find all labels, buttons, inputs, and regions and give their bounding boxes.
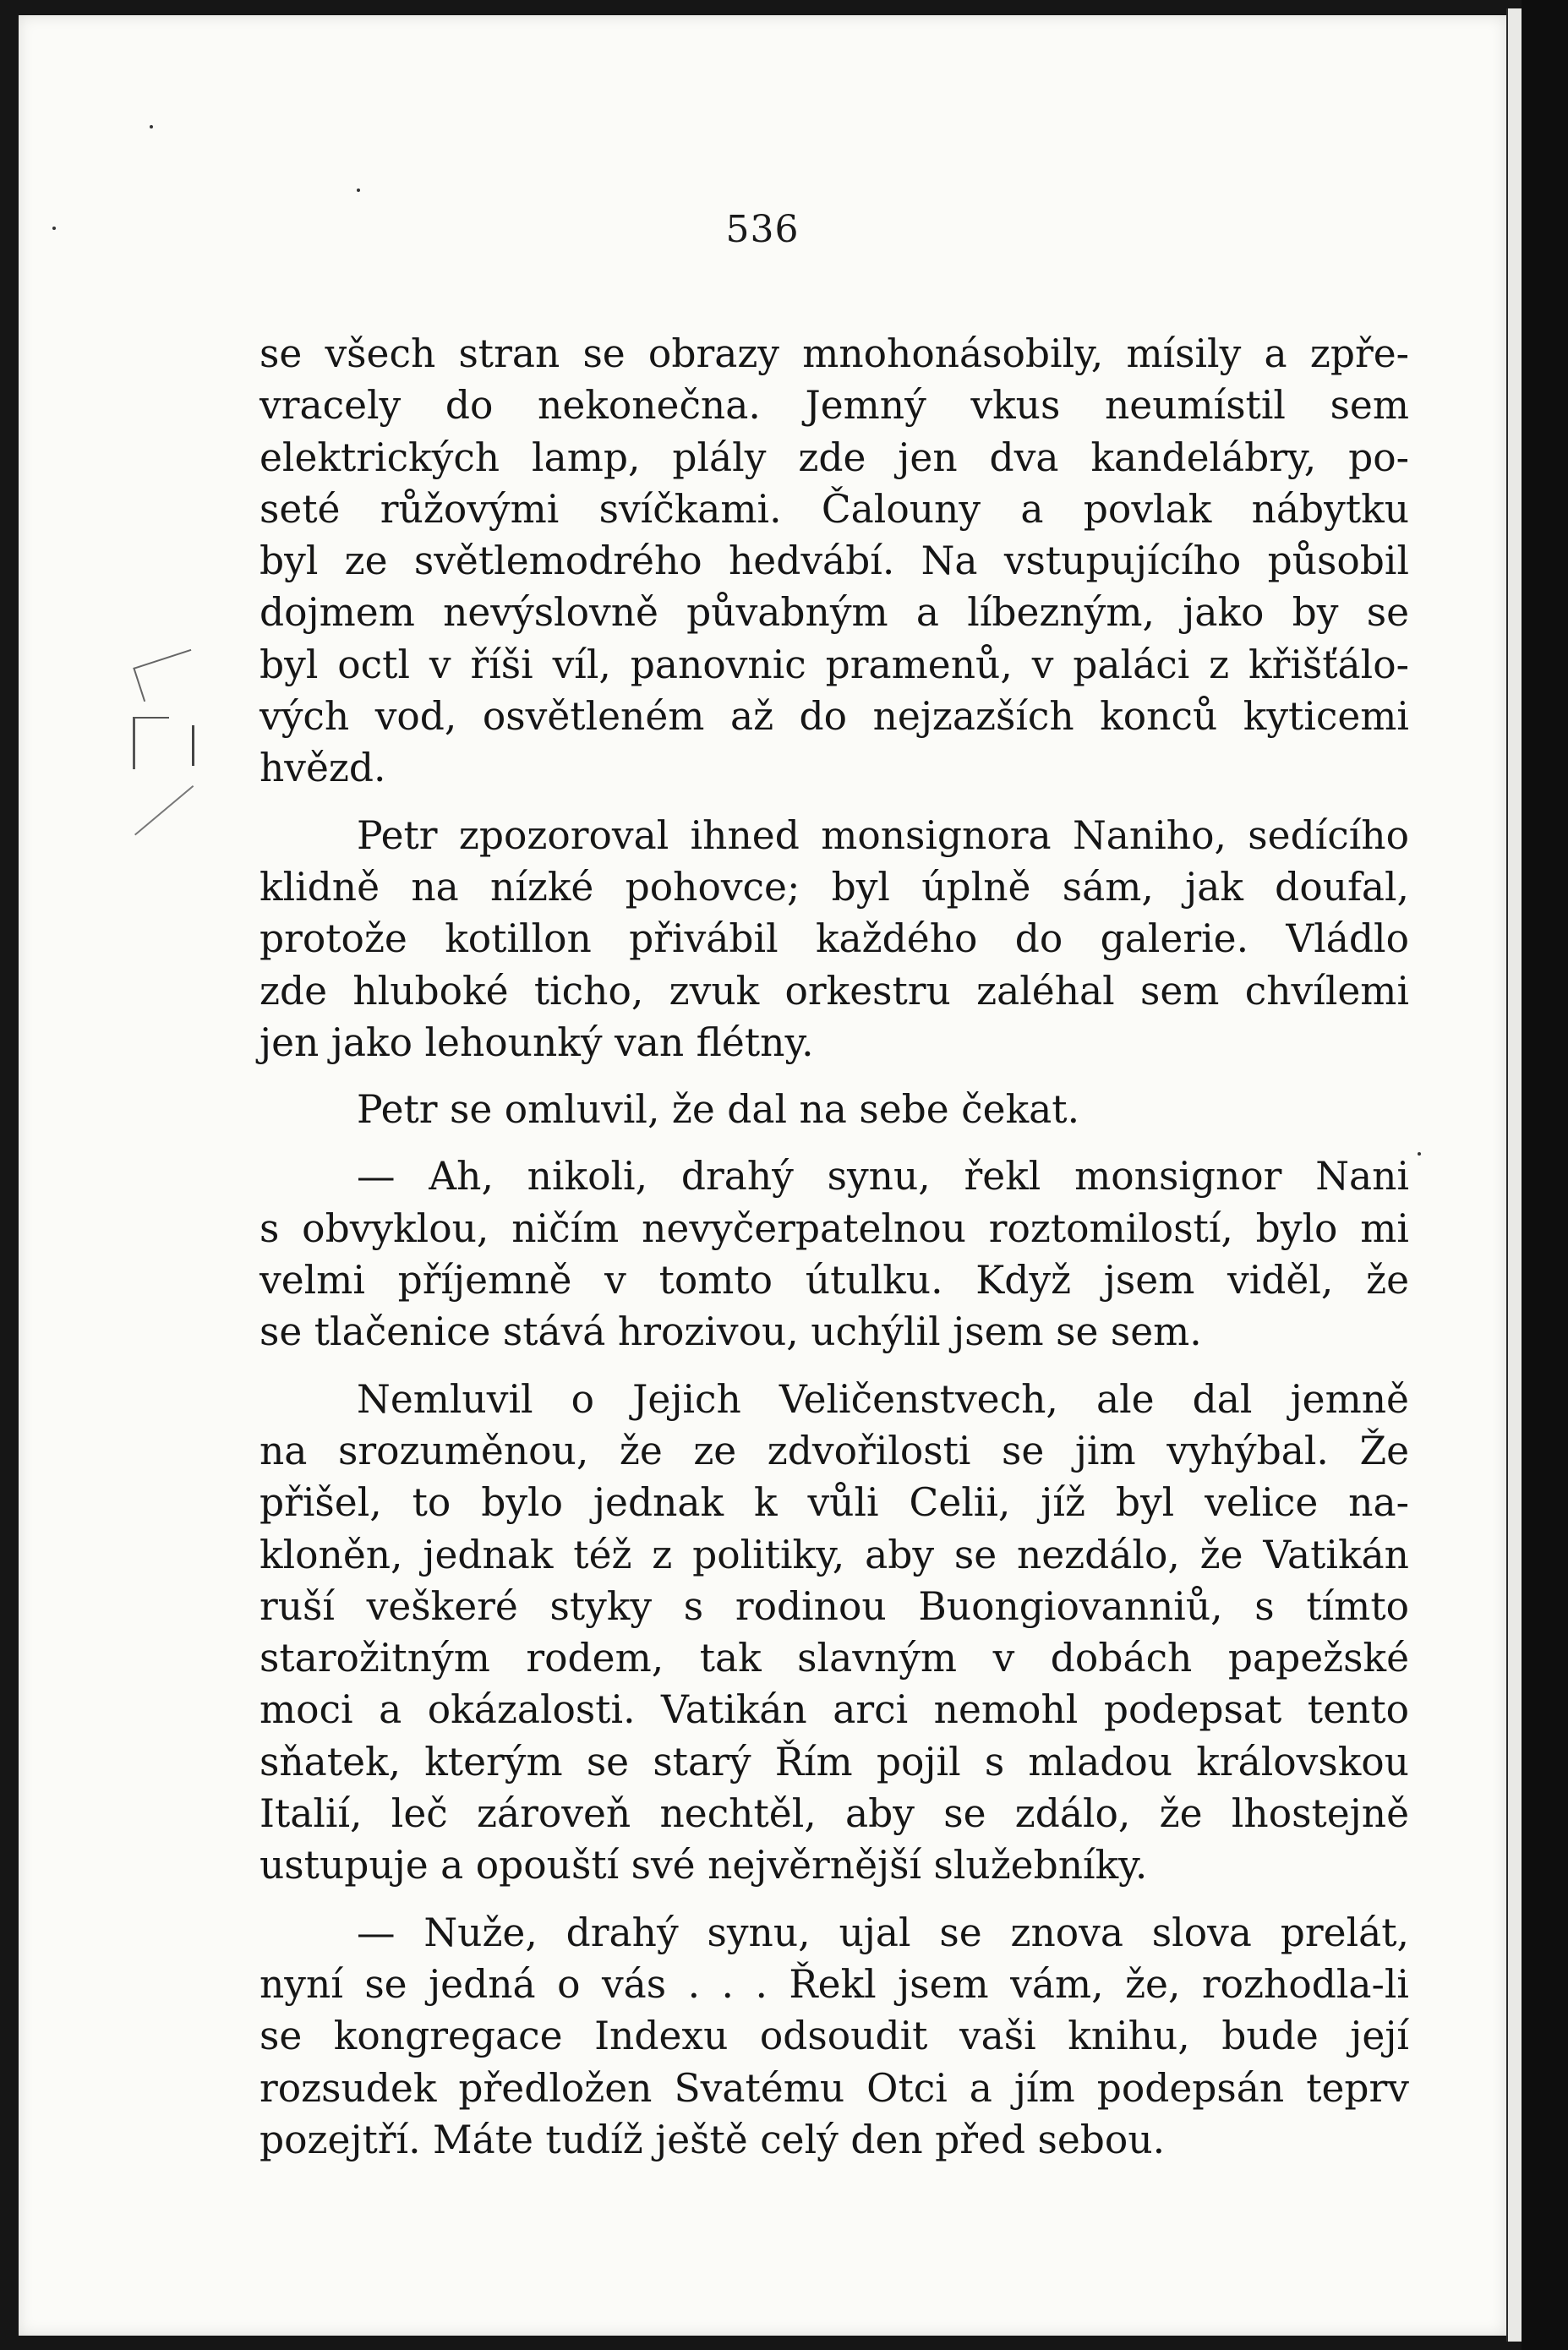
pencil-mark-2 xyxy=(133,717,169,769)
text-line: vracely do nekonečna. Jemný vkus neumístil sem xyxy=(260,383,1409,429)
paragraph xyxy=(260,1374,1409,1892)
paragraph xyxy=(260,1084,1409,1135)
text-line: ustupuje a opouští své nejvěrnější služebníky. xyxy=(260,1843,1148,1888)
text-line: ruší veškeré styky s rodinou Buongiovanniů, s tímto xyxy=(260,1583,1409,1629)
text-line: se všech stran se obrazy mnohonásobily, mísily a zpře- xyxy=(260,331,1409,376)
speck-3 xyxy=(52,227,56,230)
text-line: nyní se jedná o vás . . . Řekl jsem vám, že, rozhodla-li xyxy=(260,1961,1409,2007)
book-page xyxy=(19,15,1506,2336)
pencil-mark-3 xyxy=(192,725,199,766)
text-line: přišel, to bylo jednak k vůli Celii, jíž byl velice na- xyxy=(260,1480,1409,1526)
text-line: sňatek, kterým se starý Řím pojil s mladou královskou xyxy=(260,1739,1409,1784)
text-line: kloněn, jednak též z politiky, aby se nezdálo, že Vatikán xyxy=(260,1532,1409,1577)
text-line: Italií, leč zároveň nechtěl, aby se zdálo, že lhostejně xyxy=(260,1791,1409,1837)
text-line: moci a okázalosti. Vatikán arci nemohl podepsat tento xyxy=(260,1687,1409,1733)
text-line: elektrických lamp, plály zde jen dva kandelábry, po- xyxy=(260,434,1409,480)
paragraph xyxy=(260,1150,1409,1358)
paragraph xyxy=(260,328,1409,795)
text-line: pozejtří. Máte tudíž ještě celý den před sebou. xyxy=(260,2117,1166,2162)
text-line: vých vod, osvětleném až do nejzazších konců kyticemi xyxy=(260,694,1409,740)
text-line: protože kotillon přivábil každého do galerie. Vládlo xyxy=(260,916,1409,962)
text-line: — Nuže, drahý synu, ujal se znova slova prelát, xyxy=(357,1910,1409,1955)
scan-border xyxy=(1522,0,1568,2350)
text-line: se kongregace Indexu odsoudit vaši knihu, bude její xyxy=(260,2014,1409,2059)
text-line: Petr se omluvil, že dal na sebe čekat. xyxy=(357,1087,1080,1133)
text-line: na srozuměnou, že ze zdvořilosti se jim vyhýbal. Že xyxy=(260,1428,1409,1473)
text-line: Nemluvil o Jejich Veličenstvech, ale dal jemně xyxy=(357,1376,1409,1422)
text-line: s obvyklou, ničím nevyčerpatelnou roztomilostí, bylo mi xyxy=(260,1205,1409,1251)
text-line: seté růžovými svíčkami. Čalouny a povlak nábytku xyxy=(260,486,1409,532)
body-text xyxy=(260,328,1409,2166)
speck-4 xyxy=(1418,1152,1421,1156)
pencil-mark-1 xyxy=(133,649,201,702)
text-line: velmi příjemně v tomto útulku. Když jsem viděl, že xyxy=(260,1258,1409,1303)
text-line: rozsudek předložen Svatému Otci a jím podepsán teprv xyxy=(260,2065,1409,2111)
paragraph xyxy=(260,810,1409,1068)
text-line: klidně na nízké pohovce; byl úplně sám, jak doufal, xyxy=(260,864,1409,910)
text-line: starožitným rodem, tak slavným v dobách papežské xyxy=(260,1636,1409,1681)
text-line: jen jako lehounký van flétny. xyxy=(260,1019,814,1065)
page-number: 536 xyxy=(725,208,800,251)
text-line: zde hluboké ticho, zvuk orkestru zaléhal sem chvílemi xyxy=(260,968,1409,1014)
paragraph xyxy=(260,1907,1409,2166)
text-line: byl octl v říši víl, panovnic pramenů, v paláci z křišťálo- xyxy=(260,642,1409,687)
text-line: Petr zpozoroval ihned monsignora Naniho, sedícího xyxy=(357,812,1409,858)
page-edge xyxy=(1506,8,1523,2342)
text-line: hvězd. xyxy=(260,746,386,791)
text-line: byl ze světlemodrého hedvábí. Na vstupujícího působil xyxy=(260,538,1409,584)
text-line: se tlačenice stává hrozivou, uchýlil jsem se sem. xyxy=(260,1309,1202,1355)
text-line: dojmem nevýslovně půvabným a líbezným, jako by se xyxy=(260,590,1409,636)
pencil-mark-4 xyxy=(134,785,216,861)
speck-1 xyxy=(150,125,153,128)
text-line: — Ah, nikoli, drahý synu, řekl monsignor Nani xyxy=(357,1154,1409,1200)
speck-2 xyxy=(357,189,360,192)
